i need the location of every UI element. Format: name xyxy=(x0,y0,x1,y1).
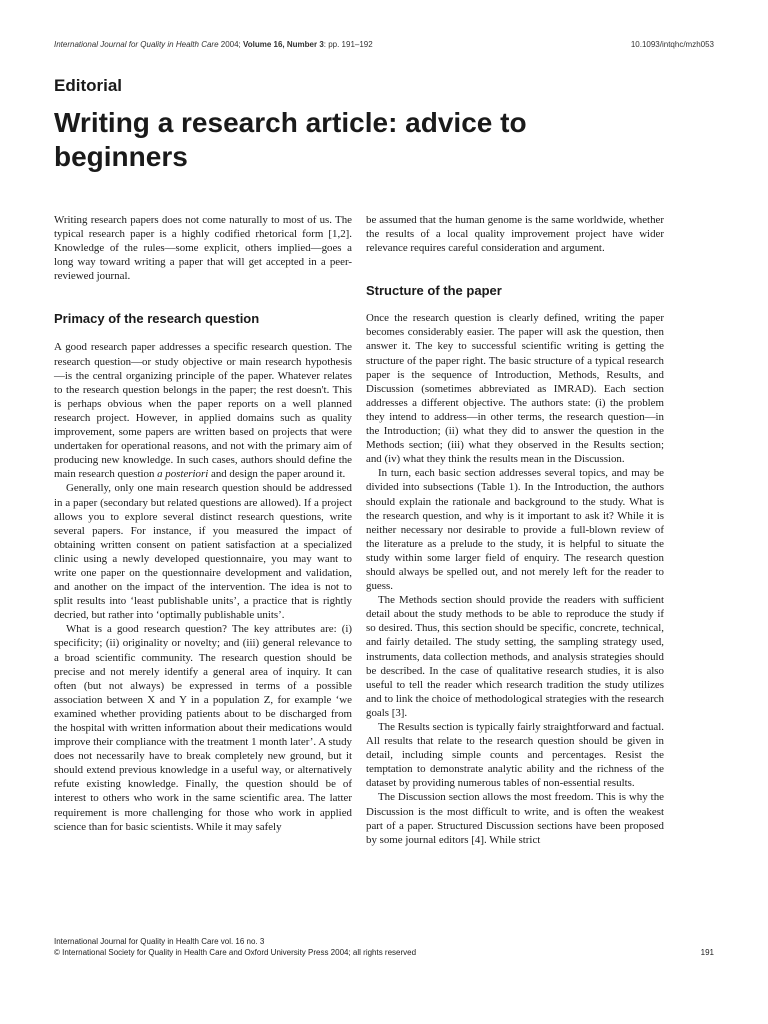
left-column xyxy=(54,213,352,834)
section-heading-research-question: Primacy of the research question xyxy=(54,311,260,327)
continued-paragraph: be assumed that the human genome is the same worldwide, whether the results of a local quality improvement project have wider relevance requires careful consideration and argument. xyxy=(366,214,664,255)
citation-pages: : pp. 191–192 xyxy=(323,40,373,49)
paragraph-text: A good research paper addresses a specific research question. The research question—or study objective or main research hypothesis—is the central organizing principle of the paper. Whatever relates to the research question belongs in the paper; the rest doesn't. This is perhaps obvious when the paper reports on a well planned research project. However, in applied domains such as quality improvement, some papers are written based on projects that were undertaken for operational reasons, and not with the primary aim of producing new knowledge. In such cases, authors should define the main research question xyxy=(54,341,352,481)
paragraph-research-question-2: Generally, only one main research question should be addressed in a paper (secondary but related questions are allowed). If a project allows you to explore several distinct research questions, write several papers. For instance, if you measured the impact of obtaining written consent on patient satisfaction at a specialized clinic using a newly developed questionnaire, you may want to write one paper on the questionnaire development and validation, and another on the impact of the intervention. The idea is not to split results into ‘least publishable units’, a practice that is rightly decried, but rather into ‘optimally publishable units’. xyxy=(54,482,352,622)
citation-year: 2004; xyxy=(218,40,243,49)
page-footer xyxy=(54,936,714,958)
paragraph-research-question-1 xyxy=(54,340,352,481)
paragraph-structure-1: Once the research question is clearly defined, writing the paper becomes considerably easier. The paper will ask the question, then answer it. The key to successful scientific writing is getting the structure of the paper right. The basic structure of a typical research paper is the sequence of Introduction, Methods, Results, and Discussion (sometimes abbreviated as IMRAD). Each section addresses a different objective. The authors state: (i) the problem they intend to address—in other terms, the research question—in the Introduction; (ii) what they did to answer the question in the Methods section; (iii) what they observed in the Results section; and (iv) what they think the results mean in the Discussion. xyxy=(366,312,664,466)
paragraph-structure-2: In turn, each basic section addresses several topics, and may be divided into subsections (Table 1). In the Introduction, the authors should explain the rationale and background to the study. What is the research question, and why is it important to ask it? While it is neither necessary nor desirable to provide a full-blown review of the literature as a prelude to the study, it is helpful to situate the study within some larger field of enquiry. The research question should always be spelled out, and not merely left for the reader to guess. xyxy=(366,467,664,593)
article-title: Writing a research article: advice to beginners xyxy=(54,107,527,172)
paragraph-structure-5: The Discussion section allows the most freedom. This is why the Discussion is the most difficult to write, and is often the weakest part of a paper. Structured Discussion sections have been proposed by some journal editors [4]. While strict xyxy=(366,791,664,846)
section-label: Editorial xyxy=(54,76,123,95)
journal-name: International Journal for Quality in Health Care xyxy=(54,40,219,49)
italic-term: a posteriori xyxy=(157,468,209,481)
page-number: 191 xyxy=(700,948,714,957)
footer-journal-line: International Journal for Quality in Health Care vol. 16 no. 3 xyxy=(54,937,265,946)
paragraph-structure-4: The Results section is typically fairly straightforward and factual. All results that relate to the research question should be given in detail, including simple counts and percentages. Resist the temptation to demonstrate analytic ability and the richness of the dataset by providing numerous tables of non-essential results. xyxy=(366,721,664,790)
footer-copyright: © International Society for Quality in Health Care and Oxford University Press 2004; all rights reserved xyxy=(54,948,417,957)
intro-paragraph: Writing research papers does not come naturally to most of us. The typical research paper is a highly codified rhetorical form [1,2]. Knowledge of the rules—some explicit, others implied—goes a long way toward writing a paper that will get accepted in a peer-reviewed journal. xyxy=(54,214,352,283)
citation-line xyxy=(54,40,373,49)
paragraph-text: and design the paper around it. xyxy=(208,468,346,481)
paragraph-structure-3: The Methods section should provide the readers with sufficient detail about the study methods to be able to reproduce the study if so desired. Thus, this section should be specific, concrete, technical, and fairly detailed. The study setting, the sampling strategy used, instruments, data collection methods, and analysis strategies should be described. In the case of qualitative research studies, it is also useful to tell the reader which research tradition the study utilizes and to link the choice of methodological strategies with the research goals [3]. xyxy=(366,594,664,719)
section-heading-structure: Structure of the paper xyxy=(366,283,502,299)
paragraph-research-question-3: What is a good research question? The key attributes are: (i) specificity; (ii) originality or novelty; and (iii) general relevance to a broad scientific community. The research question should be precise and not merely identify a general area of inquiry. It can often (but not always) be expressed in terms of a possible association between X and Y in a population Z, for example ‘we examined whether providing patients about to be discharged from the hospital with written information about their medications would improve their compliance with the treatment 1 month later’. A study does not necessarily have to break completely new ground, but it should extend previous knowledge in a useful way, or alternatively refute existing knowledge. Finally, the question should be of interest to others who work in the same scientific area. The latter requirement is more challenging for those who work in applied science than for basic scientists. While it may safely xyxy=(54,623,352,833)
right-column xyxy=(366,213,664,847)
doi: 10.1093/intqhc/mzh053 xyxy=(630,40,714,49)
citation-volume: Volume 16, Number 3 xyxy=(243,40,324,49)
